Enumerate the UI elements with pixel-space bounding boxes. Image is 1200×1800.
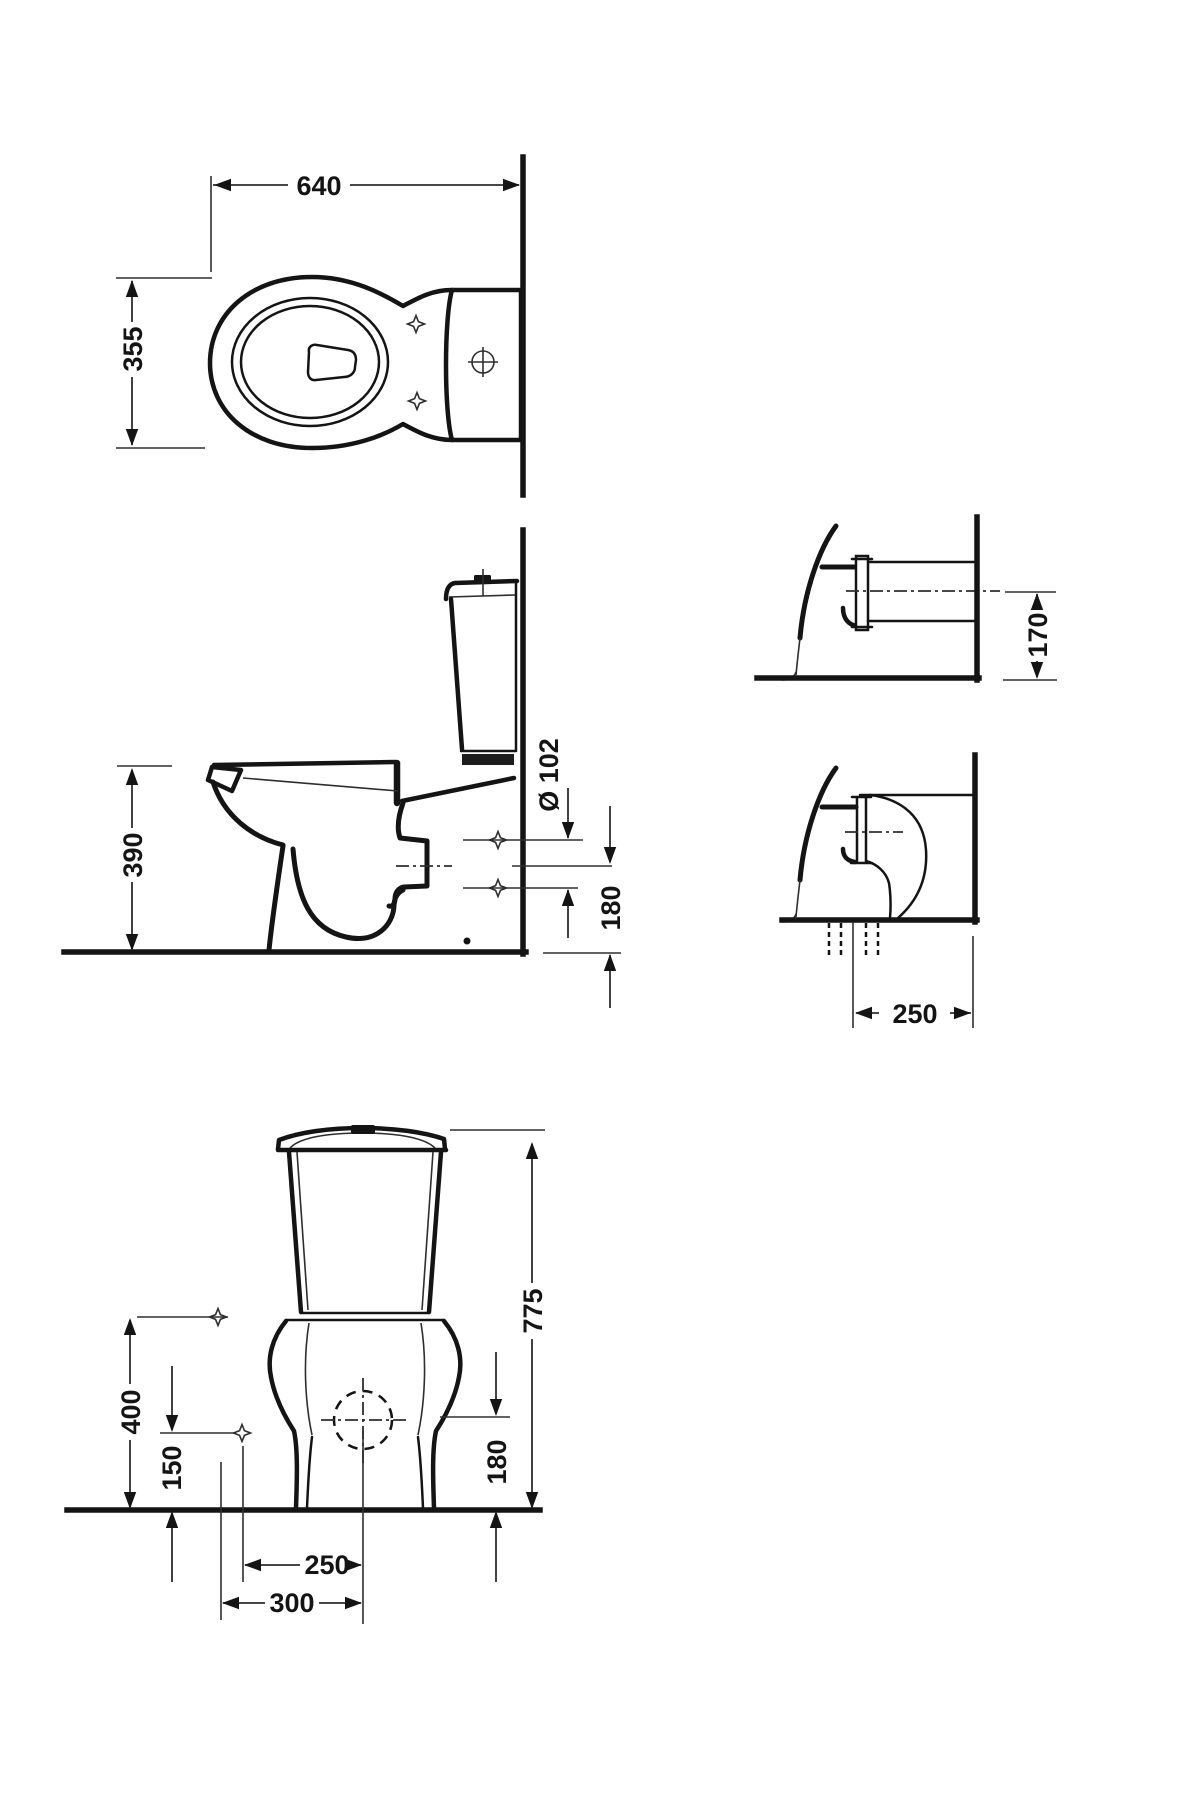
cistern-front [451,599,462,749]
arrowhead [526,1492,538,1509]
arrowhead [214,179,231,191]
dim-250-front-label: 250 [304,1550,350,1580]
dim-150-label: 150 [157,1445,187,1491]
cistern-lid-inner [449,595,515,597]
arrowhead [244,1559,261,1571]
trap-profile [293,849,403,938]
leg-inner-left [307,1437,312,1508]
outlet-flange [856,556,868,630]
front-view [67,1125,548,1624]
arrowhead [954,1007,971,1019]
arrowhead [855,1007,872,1019]
pan-back-profile [800,768,836,880]
dim-640-label: 640 [296,171,342,201]
dim-775-label: 775 [518,1288,548,1334]
dim-180-front-label: 180 [482,1439,512,1485]
dim-180-label: 180 [596,885,626,931]
inlet-crosshair-lines [468,347,498,377]
arrowhead [166,1415,178,1432]
flush-button [351,1125,375,1134]
arrowhead [604,847,616,864]
arrowhead [124,1318,136,1335]
dim-250-label: 250 [892,999,938,1029]
pan-back-tail [796,880,800,917]
bowl-outline-left [270,1321,297,1508]
dim-300-label: 300 [269,1588,315,1618]
arrowhead [222,1597,239,1609]
arrowhead [604,954,616,971]
outlet-spigot [389,803,427,906]
leg-inner-right [418,1437,423,1508]
dim-170-label: 170 [1023,612,1053,658]
bowl-front-profile [213,782,283,845]
seat-fixing-hole-marker [409,393,426,410]
arrowhead [1031,662,1043,679]
sump-outline [308,345,356,380]
horizontal-outlet-detail [757,517,1057,680]
dim-400-label: 400 [116,1389,146,1435]
elbow-outer [870,795,926,918]
bowl-cheek-left [305,1323,312,1435]
outlet-s-curve [843,849,855,862]
arrowhead [126,934,138,951]
dim-390-label: 390 [118,832,148,878]
bowl-cheek-right [418,1323,425,1435]
fixing-hole-marker [234,1425,251,1442]
elbow-inner [866,861,891,918]
arrowhead [490,1399,502,1416]
arrowhead [126,429,138,446]
arrowhead [1031,593,1043,610]
arrowhead [526,1142,538,1159]
cistern-plan-front-edge [446,290,452,440]
vertical-outlet-detail [782,755,977,1029]
pedestal-front [269,846,283,950]
drain-dot [464,938,471,945]
arrowhead [562,822,574,839]
arrowhead [490,1511,502,1528]
arrowhead [166,1511,178,1528]
bowl-outline-right [433,1321,460,1508]
bowl-back-shelf [402,778,514,801]
seat-profile [214,762,395,765]
seat-fixing-hole-marker [408,316,425,333]
arrowhead [126,280,138,297]
pan-back-tail [796,638,800,675]
cistern-gasket [462,754,514,765]
pan-back-profile [800,526,836,638]
arrowhead [562,889,574,906]
arrowhead [124,1492,136,1509]
arrowhead [503,179,520,191]
top-view [116,157,523,495]
arrowhead [126,768,138,785]
cistern-lid-inner [290,1133,435,1148]
side-view [64,530,626,1008]
dim-355-label: 355 [118,326,148,372]
dim-102-label: Ø 102 [534,738,564,812]
waterline [243,778,398,791]
arrowhead [345,1597,362,1609]
